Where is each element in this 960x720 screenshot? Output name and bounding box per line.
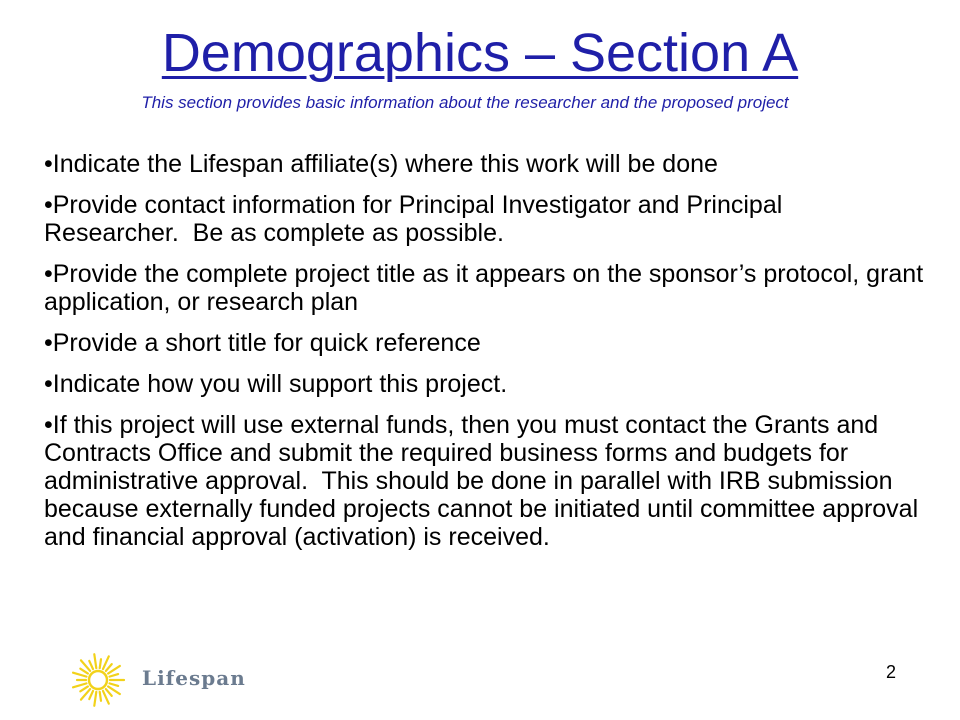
bullet-item-project-title: •Provide the complete project title as it appears on the sponsor’s protocol, grant application, or research plan xyxy=(44,260,931,316)
slide-subtitle: This section provides basic information about the researcher and the proposed project xyxy=(141,93,789,112)
bullet-item-affiliate: •Indicate the Lifespan affiliate(s) where this work will be done xyxy=(44,150,718,178)
bullet-item-short-title: •Provide a short title for quick reference xyxy=(44,329,481,357)
page-number: 2 xyxy=(886,662,897,682)
bullet-item-support: •Indicate how you will support this project. xyxy=(44,370,508,398)
lifespan-logo xyxy=(68,652,268,708)
logo-text: Lifespan xyxy=(142,666,246,690)
bullet-item-contact: •Provide contact information for Principal Investigator and Principal Researcher. Be as complete as possible. xyxy=(44,191,822,247)
slide-title: Demographics – Section A xyxy=(161,23,799,83)
sun-icon xyxy=(68,652,128,708)
bullet-list xyxy=(44,150,934,564)
bullet-item-external-funds: •If this project will use external funds, then you must contact the Grants and Contracts Office and submit the required business forms and budgets for administrative approval. This should be done in parallel with IRB submission because externally funded projects cannot be initiated until committee approval and financial approval (activation) is received. xyxy=(44,411,926,551)
